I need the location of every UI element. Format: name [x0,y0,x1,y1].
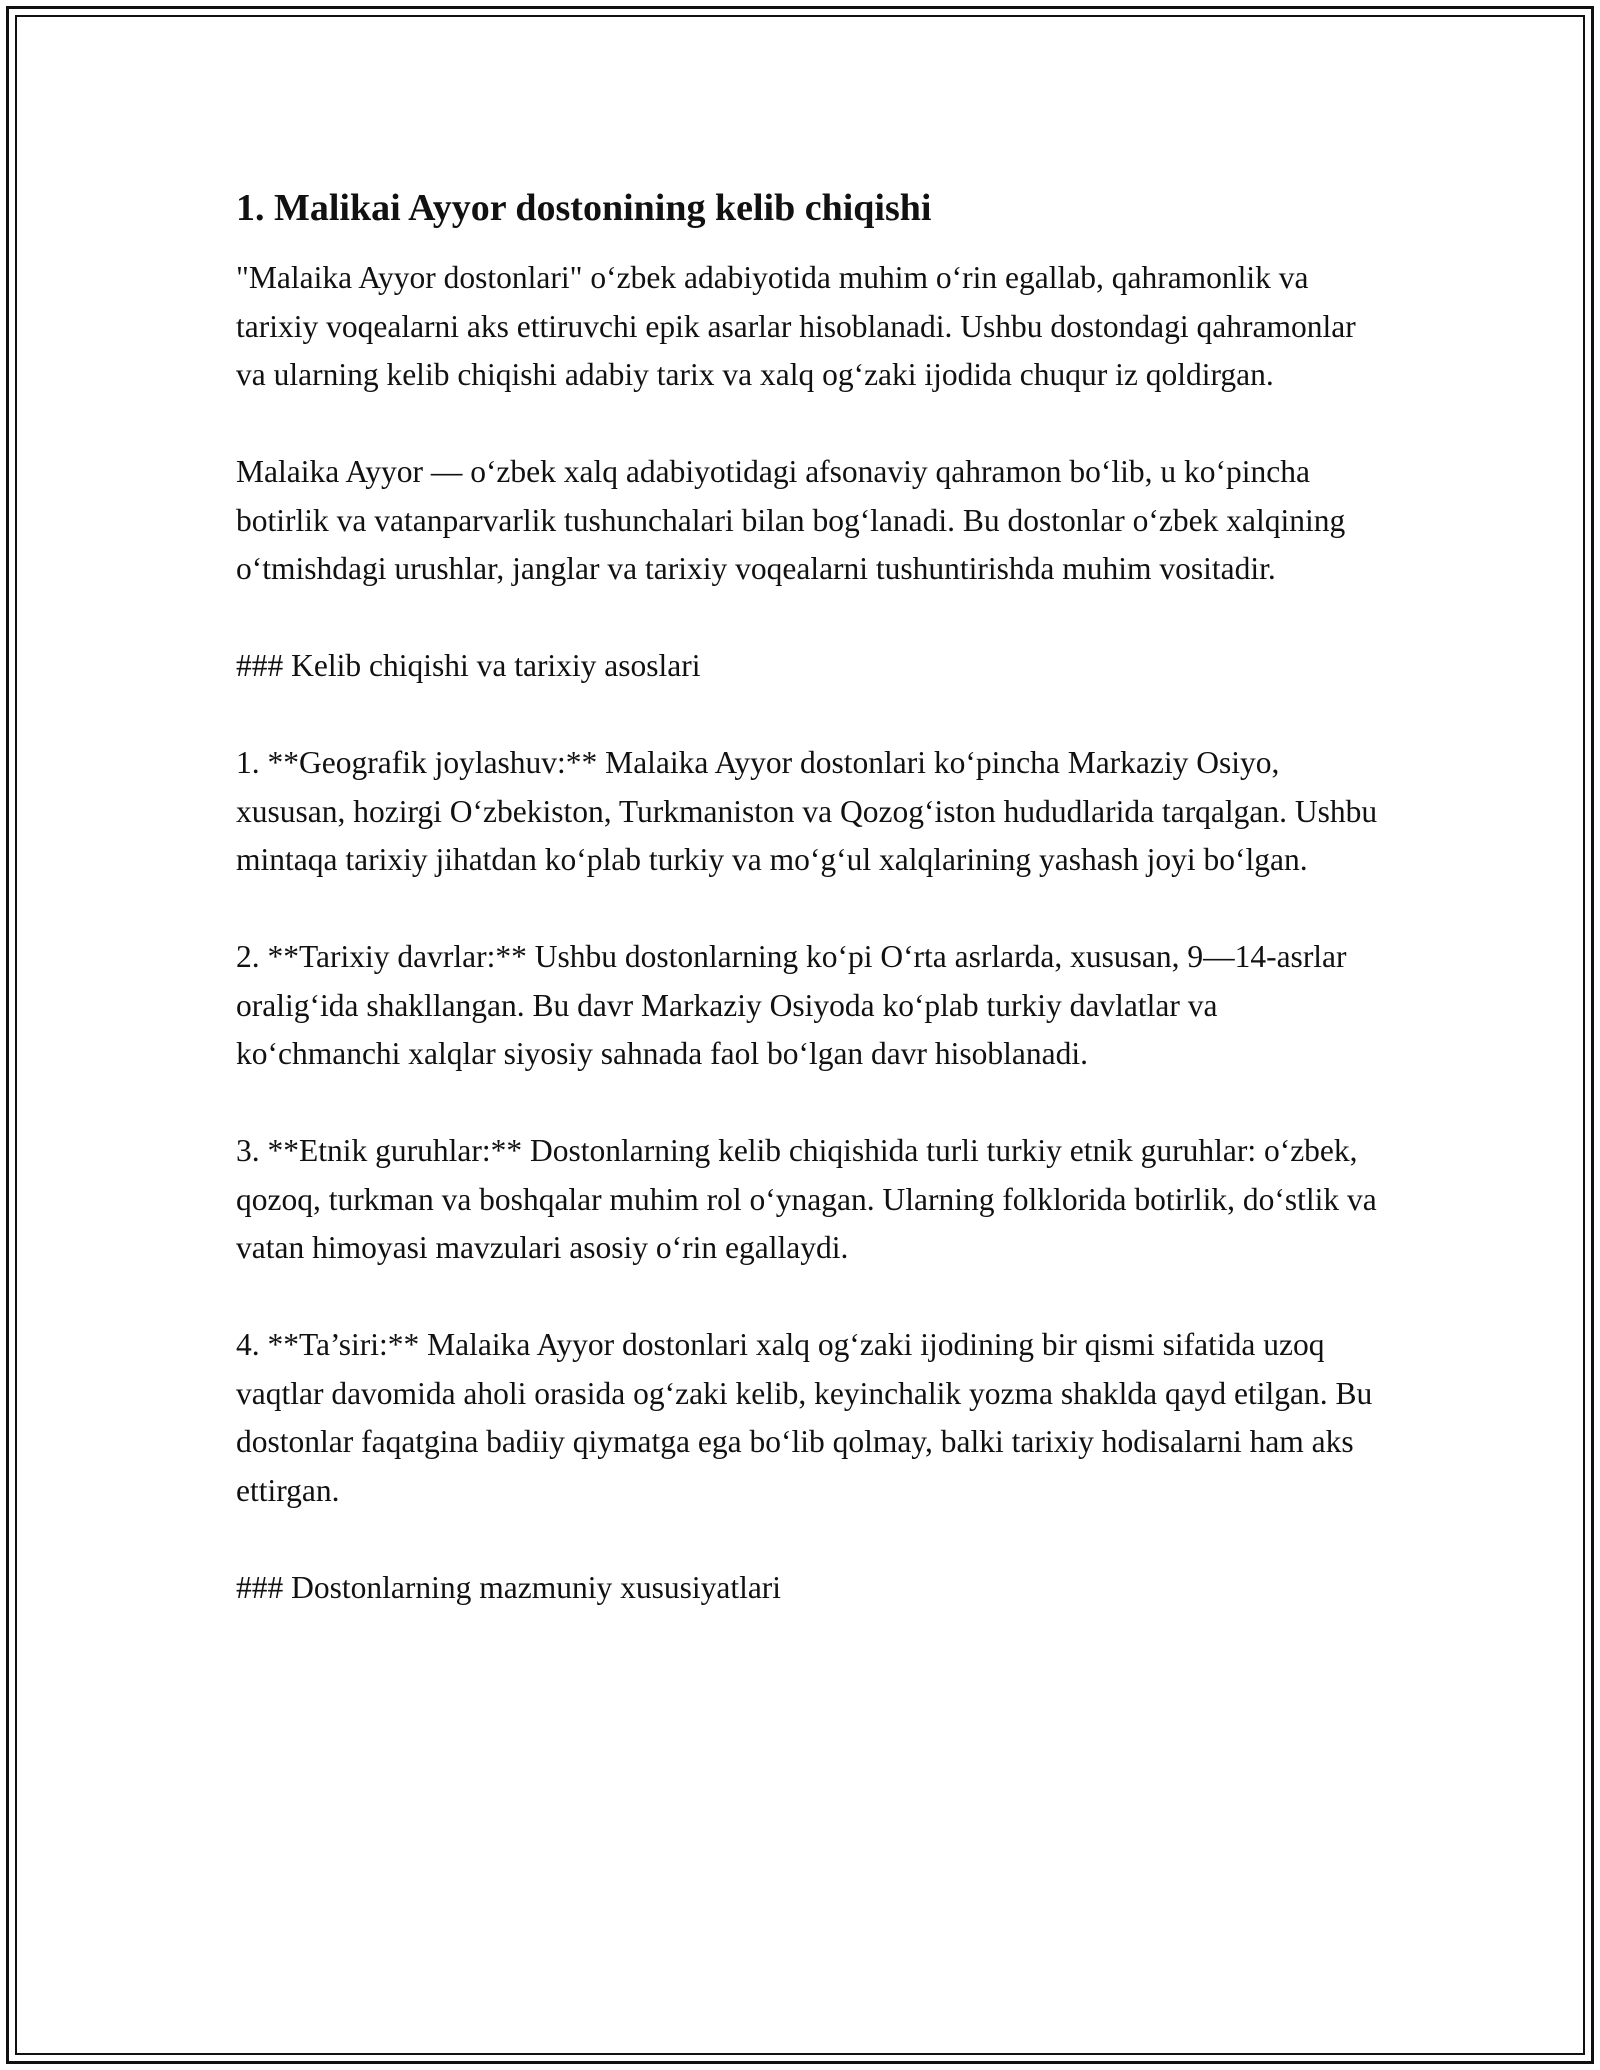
list-item-geography: 1. **Geografik joylashuv:** Malaika Ayyor dostonlari ko‘pincha Markaziy Osiyo, xususan, hozirgi O‘zbekiston, Turkmaniston va Qozog‘iston hududlarida tarqalgan. Ushbu mintaqa tarixiy jihatdan ko‘plab turkiy va mo‘g‘ul xalqlarining yashash joyi bo‘lgan. [236,745,1378,877]
document-title: 1. Malikai Ayyor dostonining kelib chiqishi [236,187,932,229]
hero-description-paragraph: Malaika Ayyor — o‘zbek xalq adabiyotidagi afsonaviy qahramon bo‘lib, u ko‘pincha botirlik va vatanparvarlik tushunchalari bilan bog‘lanadi. Bu dostonlar o‘zbek xalqining o‘tmishdagi urushlar, janglar va tarixiy voqealarni tushuntirishda muhim vositadir. [236,454,1346,586]
document-body [236,184,1386,1612]
list-item-historical-periods: 2. **Tarixiy davrlar:** Ushbu dostonlarning ko‘pi O‘rta asrlarda, xususan, 9—14-asrlar oralig‘ida shakllangan. Bu davr Markaziy Osiyoda ko‘plab turkiy davlatlar va ko‘chmanchi xalqlar siyosiy sahnada faol bo‘lgan davr hisoblanadi. [236,939,1347,1071]
intro-paragraph: "Malaika Ayyor dostonlari" o‘zbek adabiyotida muhim o‘rin egallab, qahramonlik va tarixiy voqealarni aks ettiruvchi epik asarlar hisoblanadi. Ushbu dostondagi qahramonlar va ularning kelib chiqishi adabiy tarix va xalq og‘zaki ijodida chuqur iz qoldirgan. [236,260,1356,392]
section-heading-content: ### Dostonlarning mazmuniy xususiyatlari [236,1569,782,1605]
list-item-ethnic-groups: 3. **Etnik guruhlar:** Dostonlarning kelib chiqishida turli turkiy etnik guruhlar: o‘zbek, qozoq, turkman va boshqalar muhim rol o‘ynagan. Ularning folklorida botirlik, do‘stlik va vatan himoyasi mavzulari asosiy o‘rin egallaydi. [236,1133,1377,1265]
section-heading-origins: ### Kelib chiqishi va tarixiy asoslari [236,648,701,683]
list-item-influence: 4. **Ta’siri:** Malaika Ayyor dostonlari xalq og‘zaki ijodining bir qismi sifatida uzoq vaqtlar davomida aholi orasida og‘zaki kelib, keyinchalik yozma shaklda qayd etilgan. Bu dostonlar faqatgina badiiy qiymatga ega bo‘lib qolmay, balki tarixiy hodisalarni ham aks ettirgan. [236,1327,1373,1508]
